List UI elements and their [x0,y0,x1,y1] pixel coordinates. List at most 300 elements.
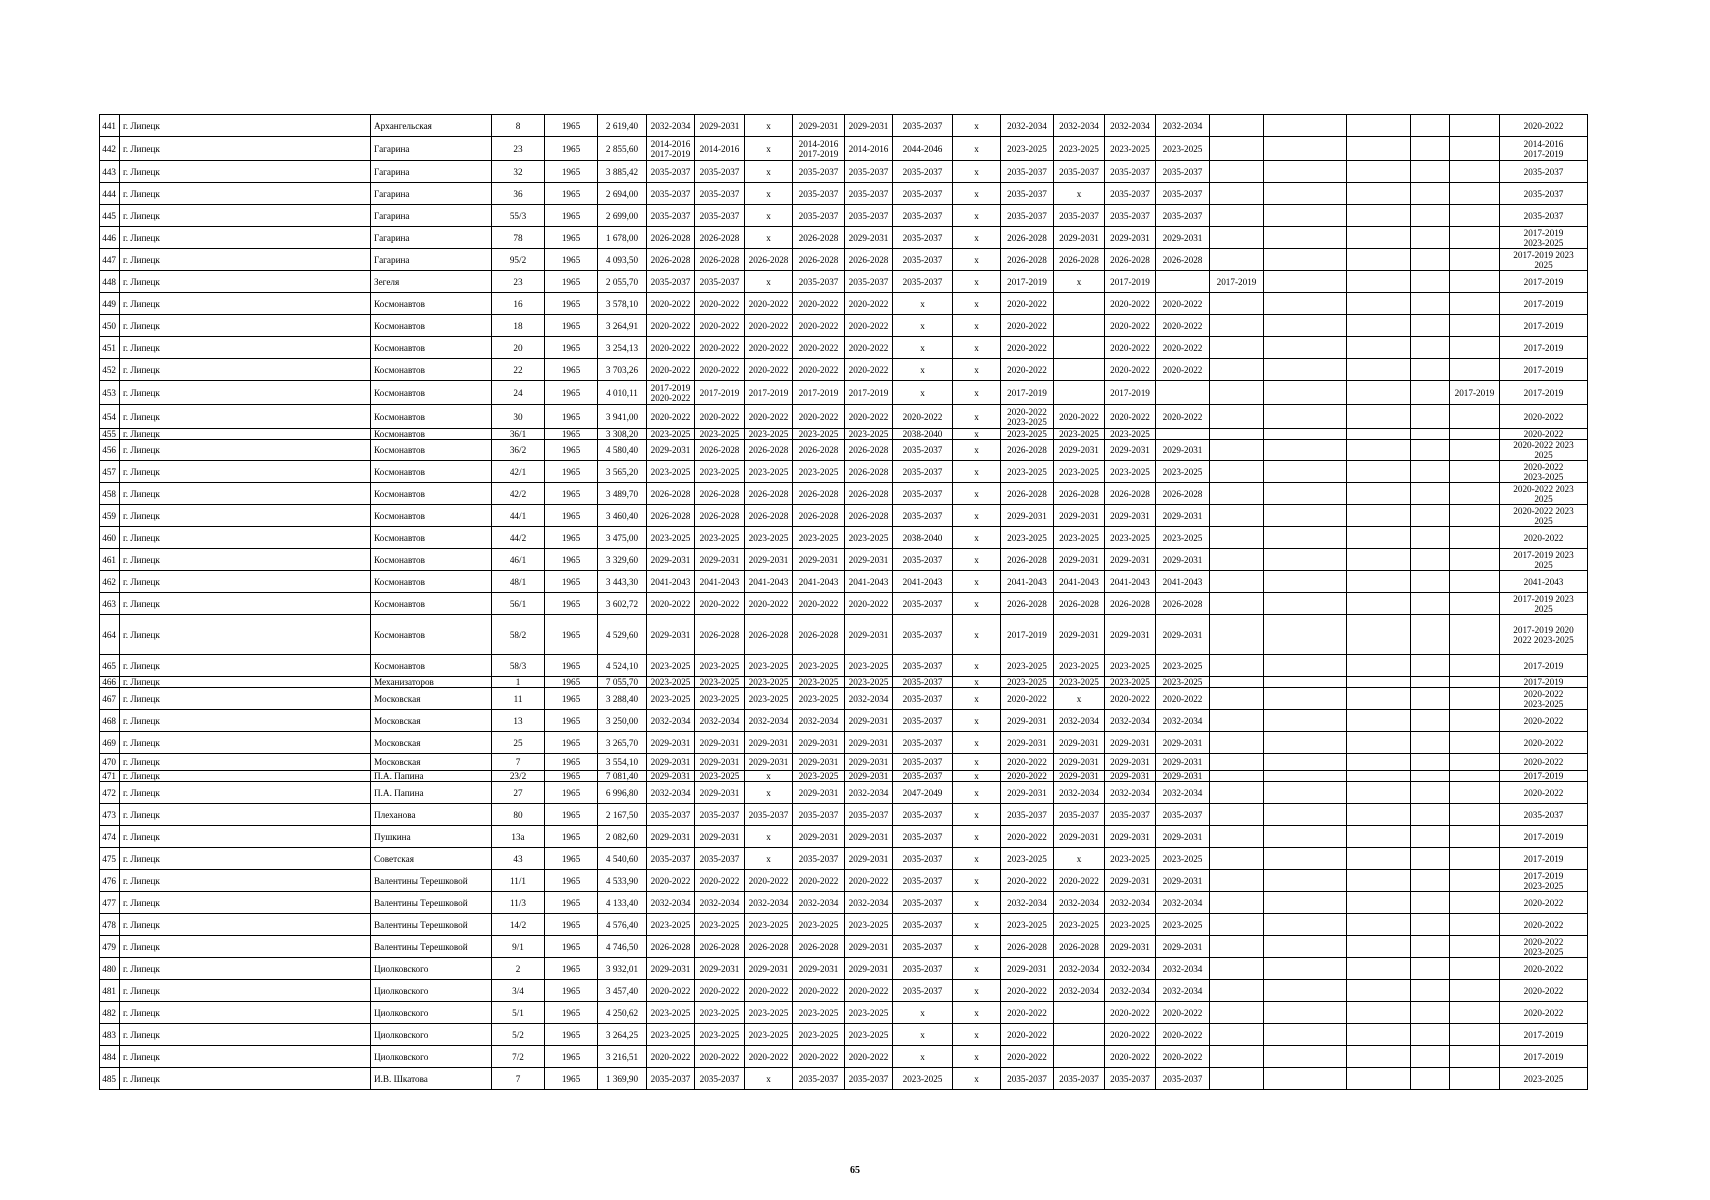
table-cell: 2026-2028 [1054,936,1105,958]
table-cell: 42/2 [492,483,545,505]
table-cell [1210,1046,1264,1068]
table-cell: 2035-2037 [893,771,953,782]
table-cell: 2029-2031 [647,615,695,655]
table-cell: 2020-2022 [1001,293,1054,315]
table-cell: 2029-2031 [1156,732,1210,754]
table-cell [1411,115,1450,137]
table-cell: 456 [100,440,120,461]
table-cell [1411,782,1450,804]
table-cell: 2017-2019 [1500,677,1588,688]
table-cell: 2026-2028 [1054,249,1105,271]
table-cell [1210,115,1264,137]
table-cell [1411,381,1450,405]
table-row [100,1002,1588,1024]
table-cell [1347,848,1411,870]
table-cell: 2023-2025 [1054,461,1105,483]
table-cell: 2017-2019 [1500,826,1588,848]
table-cell: 2023-2025 [1001,914,1054,936]
table-cell: 2026-2028 [793,440,845,461]
table-cell [1264,655,1347,677]
table-cell: х [953,405,1001,429]
table-cell [1450,271,1500,293]
table-cell: 2035-2037 [647,161,695,183]
table-cell: 2035-2037 [793,205,845,227]
table-row [100,732,1588,754]
table-cell: х [953,615,1001,655]
table-cell: х [953,227,1001,249]
table-cell: 2017-2019 2020-2022 [647,381,695,405]
table-cell [1156,271,1210,293]
table-cell: 2023-2025 [745,1024,793,1046]
table-cell [1264,440,1347,461]
table-cell [1347,249,1411,271]
table-cell: х [745,771,793,782]
table-cell [1264,115,1347,137]
table-cell: 44/1 [492,505,545,527]
table-cell: 2026-2028 [845,483,893,505]
table-cell: 2035-2037 [845,1068,893,1090]
table-cell: 2026-2028 [1001,440,1054,461]
table-cell: 448 [100,271,120,293]
table-cell: 4 529,60 [598,615,647,655]
table-cell: 5/2 [492,1024,545,1046]
table-cell: 2035-2037 [793,1068,845,1090]
table-cell [1347,688,1411,710]
table-cell: х [1054,848,1105,870]
table-row [100,848,1588,870]
table-cell [1264,804,1347,826]
table-cell: 2032-2034 [1054,958,1105,980]
table-cell: 2026-2028 [695,505,745,527]
table-cell: 2035-2037 [893,710,953,732]
table-cell: г. Липецк [120,381,371,405]
table-cell: 2020-2022 [647,405,695,429]
table-cell: 2032-2034 [1054,115,1105,137]
table-cell: 2023-2025 [1156,677,1210,688]
table-cell: 3 254,13 [598,337,647,359]
table-cell: 455 [100,429,120,440]
table-cell: г. Липецк [120,183,371,205]
table-cell: 2017-2019 2023-2025 [1500,227,1588,249]
table-cell: Гагарина [371,183,492,205]
table-cell: 2026-2028 [1156,483,1210,505]
table-cell [1347,440,1411,461]
table-cell [1264,732,1347,754]
table-cell: 2035-2037 [893,754,953,771]
table-cell: 2023-2025 [1001,655,1054,677]
table-cell [1450,527,1500,549]
table-cell: 2020-2022 [1500,1002,1588,1024]
table-cell: 1965 [545,549,598,571]
table-cell: 4 093,50 [598,249,647,271]
table-cell: х [953,337,1001,359]
table-cell: 2 855,60 [598,137,647,161]
table-cell: г. Липецк [120,848,371,870]
table-cell: х [745,782,793,804]
table-cell [1450,359,1500,381]
table-cell [1347,1024,1411,1046]
table-cell: 2023-2025 [695,677,745,688]
table-cell: 2020-2022 [1500,405,1588,429]
table-cell [1054,337,1105,359]
table-cell [1347,293,1411,315]
table-cell: 2023-2025 [1156,655,1210,677]
table-cell [1450,315,1500,337]
table-cell: 2023-2025 [745,677,793,688]
table-cell: Космонавтов [371,655,492,677]
table-cell: 1965 [545,337,598,359]
table-row [100,710,1588,732]
table-cell: 2026-2028 [1001,593,1054,615]
table-cell: 2035-2037 [893,161,953,183]
table-cell [1450,1024,1500,1046]
table-cell [1347,461,1411,483]
table-cell: г. Липецк [120,892,371,914]
table-cell: 2035-2037 [893,958,953,980]
table-cell: х [953,161,1001,183]
table-cell: 2035-2037 [893,227,953,249]
table-cell: 1965 [545,527,598,549]
table-cell [1264,914,1347,936]
table-cell: 454 [100,405,120,429]
table-cell: 2035-2037 [845,161,893,183]
table-cell: 2026-2028 [845,249,893,271]
table-cell: 2032-2034 [745,710,793,732]
table-cell: 1965 [545,914,598,936]
table-cell: 2023-2025 [1156,527,1210,549]
table-cell: 2020-2022 [1105,315,1156,337]
table-cell: х [953,1024,1001,1046]
table-cell: 1965 [545,293,598,315]
table-cell: 23/2 [492,771,545,782]
table-cell: 2026-2028 [1001,483,1054,505]
table-cell: 2035-2037 [1001,205,1054,227]
table-cell: 2023-2025 [793,655,845,677]
table-cell: 2017-2019 [1500,293,1588,315]
table-cell: х [893,315,953,337]
table-cell [1210,732,1264,754]
table-cell [1210,505,1264,527]
table-cell: 2029-2031 [793,115,845,137]
table-cell: г. Липецк [120,461,371,483]
table-cell: 2035-2037 [893,914,953,936]
table-cell [1347,677,1411,688]
table-cell: 2026-2028 [745,936,793,958]
table-cell [1264,958,1347,980]
table-cell: 2026-2028 [695,615,745,655]
table-cell: 444 [100,183,120,205]
table-cell [1264,249,1347,271]
table-cell [1210,137,1264,161]
table-cell: 2032-2034 [1001,115,1054,137]
table-cell: 3 216,51 [598,1046,647,1068]
table-row [100,571,1588,593]
table-cell [1210,688,1264,710]
table-cell: 2044-2046 [893,137,953,161]
table-cell: 2026-2028 [1105,483,1156,505]
table-cell: 485 [100,1068,120,1090]
table-cell [1450,183,1500,205]
table-cell: г. Липецк [120,505,371,527]
table-cell: 2023-2025 [695,914,745,936]
table-cell [1210,771,1264,782]
table-cell: 2020-2022 2023-2025 [1500,688,1588,710]
table-cell [1264,429,1347,440]
table-cell: 2035-2037 [893,892,953,914]
table-cell: 2026-2028 [647,936,695,958]
table-cell: 2026-2028 [1105,593,1156,615]
table-cell [1264,1024,1347,1046]
table-cell: 2026-2028 [793,483,845,505]
table-cell [1210,527,1264,549]
table-cell: 2026-2028 [695,227,745,249]
table-cell: 2020-2022 [695,359,745,381]
table-cell: 2029-2031 [1001,782,1054,804]
table-cell: 2029-2031 [845,227,893,249]
table-cell: 2020-2022 [1500,527,1588,549]
table-cell [1347,958,1411,980]
table-cell [1450,892,1500,914]
table-row [100,914,1588,936]
table-cell [1450,710,1500,732]
table-cell [1264,615,1347,655]
table-row [100,137,1588,161]
table-cell [1450,826,1500,848]
table-cell: 1965 [545,183,598,205]
table-cell: 2023-2025 [1156,137,1210,161]
table-cell [1450,804,1500,826]
table-cell: 1965 [545,936,598,958]
table-cell: г. Липецк [120,337,371,359]
table-row [100,688,1588,710]
table-cell [1411,754,1450,771]
page-number: 65 [850,1165,860,1176]
table-cell [1264,688,1347,710]
table-cell: 2023-2025 [793,688,845,710]
table-cell: 2017-2019 [1001,381,1054,405]
table-cell [1210,183,1264,205]
table-cell: х [953,461,1001,483]
table-cell: 464 [100,615,120,655]
table-cell: 2020-2022 [647,337,695,359]
table-cell: 2035-2037 [695,271,745,293]
table-cell: 2023-2025 [695,461,745,483]
table-cell [1411,1002,1450,1024]
table-cell: 2041-2043 [1500,571,1588,593]
table-cell [1210,593,1264,615]
table-cell: 2020-2022 [745,593,793,615]
table-cell [1347,359,1411,381]
table-cell: 446 [100,227,120,249]
table-cell [1210,483,1264,505]
table-cell: 2029-2031 [1054,771,1105,782]
table-cell: 2014-2016 [695,137,745,161]
table-cell: 4 746,50 [598,936,647,958]
table-cell [1210,710,1264,732]
table-cell: 3 602,72 [598,593,647,615]
table-cell: 2041-2043 [1156,571,1210,593]
table-cell [1264,571,1347,593]
table-cell [1450,161,1500,183]
table-cell: 2020-2022 [1001,870,1054,892]
table-cell: х [1054,271,1105,293]
table-cell: 2017-2019 2023-2025 [1500,870,1588,892]
table-cell: 2020-2022 [1054,405,1105,429]
table-cell: 2023-2025 [1001,461,1054,483]
table-cell: 2029-2031 [793,826,845,848]
table-cell [1450,115,1500,137]
table-cell: Космонавтов [371,505,492,527]
table-cell: 6 996,80 [598,782,647,804]
table-cell: 2029-2031 [1156,615,1210,655]
table-row [100,293,1588,315]
table-cell [1264,359,1347,381]
table-cell: 2026-2028 [793,936,845,958]
table-cell [1264,137,1347,161]
table-cell: 2032-2034 [1105,892,1156,914]
table-cell: 2020-2022 [1105,1046,1156,1068]
table-cell: 2029-2031 [1001,732,1054,754]
table-row [100,505,1588,527]
table-cell: 2023-2025 [793,677,845,688]
table-cell: 1965 [545,505,598,527]
table-cell [1210,293,1264,315]
table-cell [1450,782,1500,804]
table-cell [1347,936,1411,958]
table-cell: 24 [492,381,545,405]
table-cell: 1965 [545,161,598,183]
table-cell: 2029-2031 [647,440,695,461]
table-cell: 2029-2031 [695,782,745,804]
table-cell: 2029-2031 [1105,771,1156,782]
table-cell [1411,315,1450,337]
table-cell: х [953,914,1001,936]
table-cell: 2020-2022 2023 2025 [1500,505,1588,527]
table-cell: г. Липецк [120,115,371,137]
table-cell: 2035-2037 [893,115,953,137]
table-cell [1264,1046,1347,1068]
table-cell: 2035-2037 [695,183,745,205]
table-cell: г. Липецк [120,1024,371,1046]
table-cell: 2035-2037 [893,549,953,571]
table-cell: 2032-2034 [1105,115,1156,137]
table-cell: 36 [492,183,545,205]
table-cell [1264,527,1347,549]
table-cell: 2035-2037 [1156,183,1210,205]
table-cell: 2029-2031 [695,732,745,754]
table-cell: 1965 [545,571,598,593]
table-cell: 1965 [545,710,598,732]
table-cell: 2035-2037 [893,461,953,483]
table-cell [1347,505,1411,527]
table-cell [1210,1002,1264,1024]
table-cell: 11/3 [492,892,545,914]
table-cell: 2023-2025 [647,527,695,549]
table-cell [1411,359,1450,381]
table-cell: 2020-2022 [1500,115,1588,137]
table-cell [1411,771,1450,782]
table-cell: 2020-2022 [1105,688,1156,710]
table-cell: 447 [100,249,120,271]
table-cell: 2023-2025 [845,429,893,440]
table-cell: Советская [371,848,492,870]
table-cell [1347,571,1411,593]
table-cell [1210,804,1264,826]
table-cell: 32 [492,161,545,183]
table-cell [1411,732,1450,754]
table-cell: 2020-2022 [1001,1002,1054,1024]
table-cell: 2020-2022 2023-2025 [1500,461,1588,483]
table-cell: 2029-2031 [745,549,793,571]
table-cell: 2035-2037 [1001,183,1054,205]
table-cell: 2020-2022 [695,293,745,315]
table-cell: 2032-2034 [845,892,893,914]
table-cell: 2035-2037 [647,205,695,227]
table-cell: 43 [492,848,545,870]
table-cell: 2020-2022 [1500,732,1588,754]
table-cell: 483 [100,1024,120,1046]
table-cell: 2020-2022 [845,593,893,615]
table-cell: 2029-2031 [1105,615,1156,655]
table-cell: 2017-2019 [1500,1046,1588,1068]
table-cell: 2017-2019 [1500,655,1588,677]
table-cell: 2020-2022 [1001,1024,1054,1046]
table-cell: 2020-2022 [793,293,845,315]
table-cell [1210,677,1264,688]
table-cell: 2032-2034 [1156,892,1210,914]
table-cell: 2014-2016 2017-2019 [647,137,695,161]
table-cell: 46/1 [492,549,545,571]
table-cell: 2029-2031 [1001,710,1054,732]
table-cell: 2020-2022 [745,405,793,429]
table-cell: 2023-2025 [845,1024,893,1046]
table-cell: 451 [100,337,120,359]
table-cell: 2035-2037 [1054,205,1105,227]
table-cell: г. Липецк [120,593,371,615]
table-cell: 2041-2043 [1105,571,1156,593]
table-cell [1210,870,1264,892]
table-cell: 2029-2031 [695,115,745,137]
table-cell: Московская [371,688,492,710]
table-cell: 2032-2034 [1054,710,1105,732]
table-row [100,754,1588,771]
table-cell [1411,615,1450,655]
table-cell: 2041-2043 [1001,571,1054,593]
table-row [100,936,1588,958]
table-cell: 472 [100,782,120,804]
table-cell: 80 [492,804,545,826]
table-cell: 2026-2028 [695,483,745,505]
table-cell: х [1054,183,1105,205]
table-row [100,183,1588,205]
table-cell [1210,914,1264,936]
table-cell: 2023-2025 [1105,848,1156,870]
table-cell: х [953,505,1001,527]
table-row [100,1046,1588,1068]
table-cell: 460 [100,527,120,549]
table-row [100,980,1588,1002]
table-cell: 2020-2022 [793,359,845,381]
table-cell: 2032-2034 [1156,980,1210,1002]
table-cell: 2032-2034 [1156,782,1210,804]
table-cell: 2020-2022 [1156,359,1210,381]
table-cell [1411,183,1450,205]
table-cell [1264,183,1347,205]
table-cell: 1965 [545,677,598,688]
table-cell: 2 699,00 [598,205,647,227]
table-cell: 3 308,20 [598,429,647,440]
table-cell: х [953,593,1001,615]
